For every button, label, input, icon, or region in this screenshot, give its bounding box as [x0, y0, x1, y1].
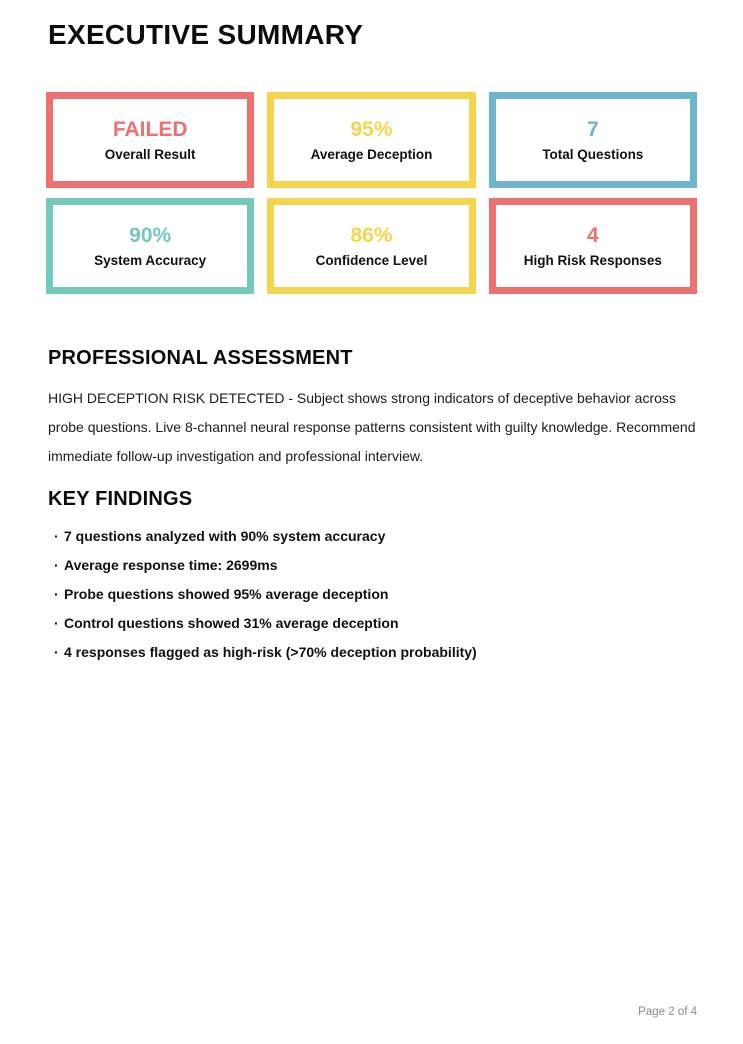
- stat-card-label: High Risk Responses: [523, 252, 662, 268]
- stat-card-value: FAILED: [112, 117, 188, 141]
- key-finding-item: · Probe questions showed 95% average deception: [64, 586, 697, 604]
- stat-card-high-risk-responses: [489, 198, 697, 294]
- stat-card-average-deception: [267, 92, 475, 188]
- key-findings-list: [48, 528, 697, 662]
- stat-card-value: 86%: [350, 223, 393, 247]
- stat-card-confidence-level: [267, 198, 475, 294]
- stat-cards-grid: [46, 92, 697, 294]
- key-finding-item: · 4 responses flagged as high-risk (>70% deception probability): [64, 644, 697, 662]
- page-number: Page 2 of 4: [638, 1006, 697, 1018]
- page-title: EXECUTIVE SUMMARY: [48, 19, 364, 50]
- stat-card-label: Average Deception: [310, 146, 433, 162]
- stat-card-label: Total Questions: [542, 146, 644, 162]
- stat-card-total-questions: [489, 92, 697, 188]
- stat-card-system-accuracy: [46, 198, 254, 294]
- stat-card-value: 4: [586, 223, 599, 247]
- stat-card-value: 95%: [350, 117, 393, 141]
- key-finding-item: · Average response time: 2699ms: [64, 557, 697, 575]
- key-finding-item: · 7 questions analyzed with 90% system accuracy: [64, 528, 697, 546]
- assessment-paragraph: HIGH DECEPTION RISK DETECTED - Subject shows strong indicators of deceptive behavior across probe questions. Live 8-channel neural response patterns consistent with guilty knowledge. Recommend immediate follow-up investigation and professional interview.: [48, 389, 696, 464]
- key-finding-item: · Control questions showed 31% average deception: [64, 615, 697, 633]
- section-heading-professional-assessment: PROFESSIONAL ASSESSMENT: [48, 346, 353, 369]
- section-heading-key-findings: KEY FINDINGS: [48, 487, 193, 510]
- stat-card-value: 7: [586, 117, 599, 141]
- stat-card-value: 90%: [129, 223, 172, 247]
- stat-card-overall-result: [46, 92, 254, 188]
- stat-card-label: System Accuracy: [94, 252, 207, 268]
- stat-card-label: Confidence Level: [315, 252, 428, 268]
- stat-card-label: Overall Result: [104, 146, 196, 162]
